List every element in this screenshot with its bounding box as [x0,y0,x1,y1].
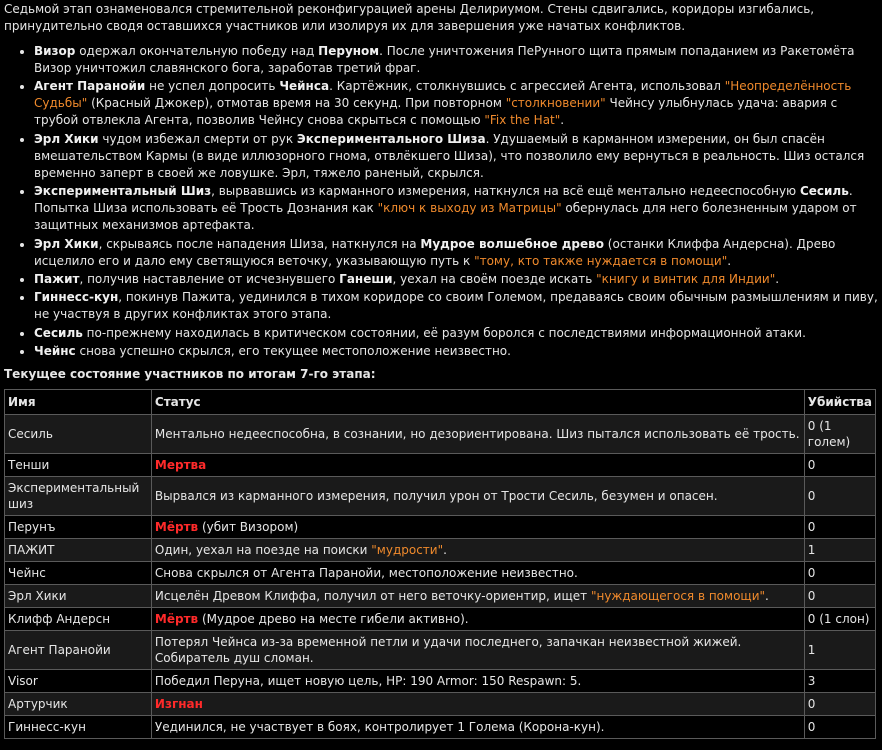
text-segment: , вырвавшись из карманного измерения, наткнулся на всё ещё ментально недееспособную [211,184,800,199]
events-list [4,43,878,360]
text-segment: (Красный Джокер), отмотав время на 30 секунд. При повторном [87,96,506,111]
text-segment: (останки Клиффа Андерсна). Древо исцелило его и дало ему светящуюся веточку, указывающую путь к [34,236,836,268]
cell-kills: 0 (1 голем) [804,415,875,454]
text-segment: . [775,271,780,286]
cell-status [151,631,804,670]
table-body [5,415,876,739]
text-segment: , получив наставление от исчезнувшего [79,271,340,286]
status-highlight: Мёртв [154,520,199,535]
quote-highlight: "мудрости" [371,543,444,558]
bold-text: Гиннесс-кун [34,290,119,305]
table-row [5,608,876,631]
event-item [34,183,878,234]
text-segment: одержал окончательную победу над [75,44,319,58]
quote-highlight: "Fix the Hat" [484,113,561,128]
bold-text: Визор [34,44,76,58]
text-segment: Ментально недееспособна, в сознании, но дезориентирована. Шиз пытался использовать её трость. [154,427,800,442]
cell-name: Агент Паранойи [5,631,152,670]
cell-status [151,477,804,516]
bold-text: Перуном [318,44,380,58]
cell-name: Экспериментальный шиз [5,477,152,516]
cell-name: ПАЖИТ [5,539,152,562]
cell-kills: 0 [804,454,875,477]
cell-kills: 0 [804,585,875,608]
cell-kills: 0 [804,693,875,716]
event-item [34,131,878,182]
bold-text: Эрл Хики [34,236,99,251]
bold-text: Сесиль [799,184,849,199]
cell-kills: 1 [804,539,875,562]
text-segment: , уехал на своём поезде искать [392,271,597,286]
header-status: Статус [151,390,804,415]
table-row [5,454,876,477]
status-highlight: Мертва [154,458,207,473]
text-segment: Победил Перуна, ищет новую цель, HP: 190 Armor: 150 Respawn: 5. [154,674,582,689]
cell-name: Чейнс [5,562,152,585]
text-segment: не успел допросить [145,79,280,94]
cell-kills: 0 [804,477,875,516]
cell-name: Тенши [5,454,152,477]
text-segment: Чейнсу улыбнулась удача: авария с трубой отвлекла Агента, позволив Чейнсу снова скрыться с помощью [34,96,838,128]
text-segment: Один, уехал на поезде на поиски [154,543,372,558]
bold-text: Сесиль [34,325,83,340]
cell-kills: 1 [804,631,875,670]
bold-text: Эрл Хики [34,131,99,146]
table-header-row [5,390,876,415]
text-segment: , скрываясь после нападения Шиза, наткнулся на [98,236,421,251]
cell-name: Артурчик [5,693,152,716]
cell-kills: 0 (1 слон) [804,608,875,631]
status-highlight: Изгнан [154,697,203,712]
text-segment: . Попытка Шиза использовать её Трость Дознания как [34,184,853,216]
text-segment: Снова скрылся от Агента Паранойи, местоположение неизвестно. [154,566,578,581]
cell-status [151,693,804,716]
cell-status [151,415,804,454]
text-segment: Исцелён Древом Клиффа, получил от него веточку-ориентир, ищет [154,589,591,604]
text-segment: . [560,113,565,128]
text-segment: Потерял Чейнса из-за временной петли и удачи последнего, запачкан неизвестной жижей. Собиратель душ сломан. [154,635,742,666]
cell-status [151,454,804,477]
text-segment: , покинув Пажита, уединился в тихом коридоре со своим Големом, предаваясь своим обычным размышлениям и пиву, не участвуя в других конфликтах этого этапа. [34,290,878,322]
text-segment: . Удушаемый в карманном измерении, он был спасён вмешательством Кармы (в виде иллюзорного гнома, отвлёкшего Шиза), что позволило ему вернуться в реальность. Шиз остался временно заперт в своей же ловушке. Эрл, тяжело раненый, скрылся. [34,131,865,180]
table-row [5,516,876,539]
text-segment: . [443,543,447,558]
table-row [5,693,876,716]
header-kills: Убийства [804,390,875,415]
status-table [4,389,876,739]
table-row [5,631,876,670]
event-item [34,343,878,360]
table-row [5,716,876,739]
event-item [34,236,878,270]
text-segment: . После уничтожения ПеРунного щита прямым попаданием из Ракетомёта Визор уничтожил славянского бога, заработав третий фраг. [34,44,855,75]
event-item [34,271,878,288]
intro-paragraph: Седьмой этап ознаменовался стремительной реконфигурацией арены Делириумом. Стены сдвигались, коридоры изгибались, принудительно сводя оставшихся участников или изолируя их для завершения уже начатых конфликтов. [4,2,815,33]
bold-text: Мудрое волшебное древо [420,236,604,251]
cell-name: Перунъ [5,516,152,539]
cell-name: Эрл Хики [5,585,152,608]
bold-text: Пажит [34,271,80,286]
table-row [5,539,876,562]
table-title: Текущее состояние участников по итогам 7-го этапа: [4,367,376,382]
cell-name: Сесиль [5,415,152,454]
event-item [34,325,878,342]
text-segment: . [765,589,769,604]
text-segment: . [727,253,732,268]
cell-kills: 0 [804,562,875,585]
text-segment: (Мудрое древо на месте гибели активно). [198,612,469,627]
text-segment: по-прежнему находилась в критическом состоянии, её разум боролся с последствиями информационной атаки. [82,325,806,340]
quote-highlight: "Неопределённость Судьбы" [34,79,852,111]
cell-kills: 0 [804,516,875,539]
bold-text: Агент Паранойи [34,79,146,94]
quote-highlight: "нуждающегося в помощи" [590,589,766,604]
cell-status [151,716,804,739]
quote-highlight: "столкновении" [505,96,606,111]
cell-name: Visor [5,670,152,693]
bold-text: Экспериментального Шиза [296,131,486,146]
table-row [5,585,876,608]
cell-status [151,539,804,562]
table-row [5,477,876,516]
text-segment: снова успешно скрылся, его текущее местоположение неизвестно. [75,344,511,359]
cell-status [151,562,804,585]
bold-text: Ганеши [339,271,393,286]
cell-name: Клифф Андерсн [5,608,152,631]
quote-highlight: "тому, кто также нуждается в помощи" [474,253,728,268]
event-item [34,289,878,323]
cell-status [151,670,804,693]
text-segment: Уединился, не участвует в боях, контролирует 1 Голема (Корона-кун). [154,720,605,735]
cell-status [151,608,804,631]
table-row [5,415,876,454]
header-name: Имя [5,390,152,415]
event-item [34,43,878,77]
bold-text: Чейнс [34,344,76,359]
cell-kills: 0 [804,716,875,739]
text-segment: . Картёжник, столкнувшись с агрессией Агента, использовал [329,79,725,94]
cell-kills: 3 [804,670,875,693]
cell-status [151,516,804,539]
cell-status [151,585,804,608]
cell-name: Гиннесс-кун [5,716,152,739]
text-segment: обернулась для него болезненным ударом от защитных механизмов артефакта. [34,201,857,233]
bold-text: Чейнса [279,79,330,94]
bold-text: Экспериментальный Шиз [34,184,212,199]
text-segment: чудом избежал смерти от рук [98,131,297,146]
table-row [5,562,876,585]
table-row [5,670,876,693]
status-highlight: Мёртв [154,612,199,627]
text-segment: (убит Визором) [198,520,299,535]
event-item [34,78,878,129]
text-segment: Вырвался из карманного измерения, получил урон от Трости Сесиль, безумен и опасен. [154,489,718,504]
quote-highlight: "книгу и винтик для Индии" [596,271,776,286]
quote-highlight: "ключ к выходу из Матрицы" [377,201,562,216]
